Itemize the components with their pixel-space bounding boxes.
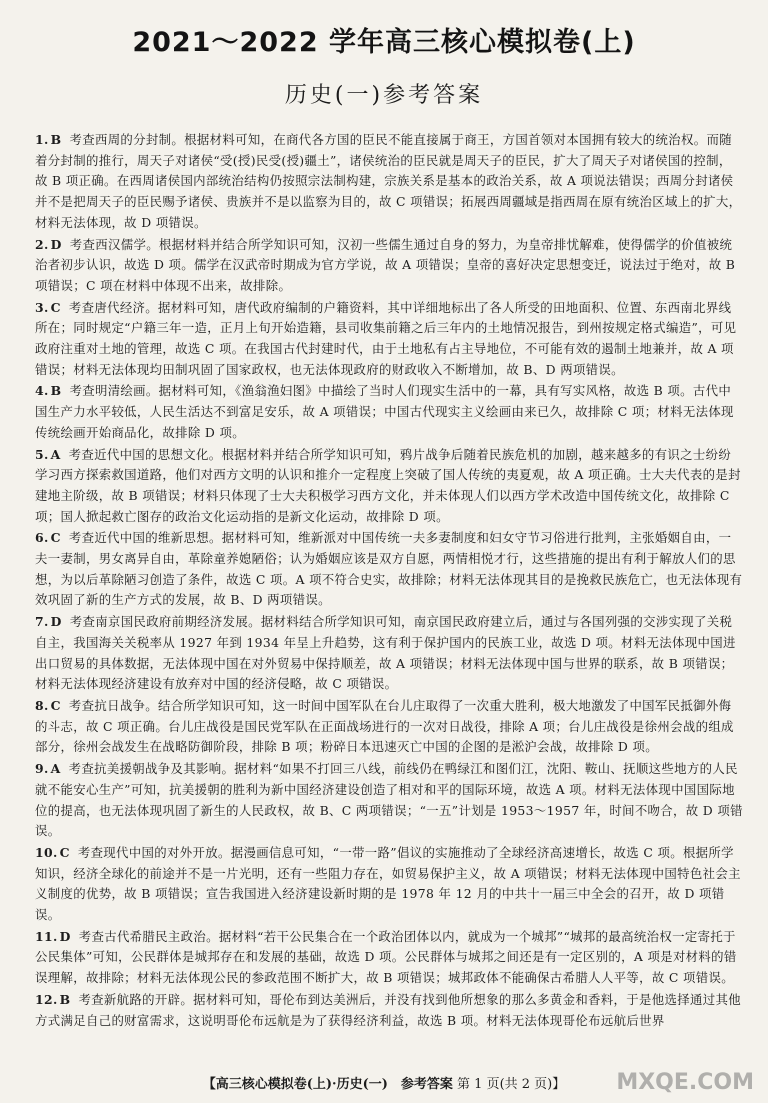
answer-key: C <box>59 844 70 860</box>
answer-number: 1. <box>35 132 49 147</box>
answer-explanation: 考查近代中国的维新思想。据材料可知，维新派对中国传统一夫多妻制度和妇女守节习俗进行批判，主张婚姻自由，一夫一妻制，男女离异自由，革除童养媳陋俗；认为婚姻应该是双方自愿，两情相悦才行，这些措施的提出有利于解放人们的思想，为以后革除陋习创造了条件，故选 C 项。A 项不符合史实，故排除；材料无法体现其目的是挽救民族危亡，也无法体现有效巩固了新的生产方式的发展，故 B、D 两项错误。 <box>35 530 743 608</box>
answer-key: D <box>59 928 71 944</box>
answer-key: A <box>50 761 61 777</box>
answer-explanation: 考查明清绘画。据材料可知，《渔翁渔妇图》中描绘了当时人们现实生活中的一幕，具有写实风格，故选 B 项。古代中国生产力水平较低，人民生活达不到富足安乐，故 A 项错误；中国古代现实主义绘画由来已久，故排除 C 项；材料无法体现传统绘画开始商品化，故排除 D 项。 <box>35 383 734 440</box>
answer-number: 3. <box>35 299 49 315</box>
answer-number: 7. <box>35 614 49 630</box>
answer-number: 9. <box>35 761 49 777</box>
answer-explanation: 考查南京国民政府前期经济发展。据材料结合所学知识可知，南京国民政府建立后，通过与各国列强的交涉实现了关税自主，我国海关关税率从 1927 年到 1934 年呈上升趋势，这有利于保护国内的民族工业，故选 D 项。材料无法体现中国进出口贸易的具体数据，无法体现中国在对外贸易中保持顺差，故 A 项错误；材料无法体现中国与世界的联系，故 B 项错误；材料无法体现经济建设有放弃对中国的经济侵略，故 C 项错误。 <box>35 614 736 692</box>
answer-explanation: 考查近代中国的思想文化。根据材料并结合所学知识可知，鸦片战争后随着民族危机的加剧，越来越多的有识之士纷纷学习西方探索救国道路，他们对西方文明的认识和推介一定程度上突破了国人传统的夷夏观，故 A 项正确。士大夫代表的是封建地主阶级，故 B 项错误；材料只体现了士大夫积极学习西方文化，并未体现人们以西方学术改造中国传统文化，故排除 C 项；国人掀起救亡图存的政治文化运动指的是新文化运动，故排除 D 项。 <box>35 446 741 524</box>
site-watermark-logo: MXQE.COM <box>616 1070 754 1095</box>
answer-key: D <box>50 236 62 252</box>
answer-item <box>35 696 743 758</box>
answer-explanation: 考查现代中国的对外开放。据漫画信息可知，“一带一路”倡议的实施推动了全球经济高速增长，故选 C 项。根据所学知识，经济全球化的前途并不是一片光明，还有一些阻力存在，如贸易保护主义，故 A 项错误；材料无法体现中国特色社会主义制度的优势，故 B 项错误；宣告我国进入经济建设新时期的是 1978 年 12 月的中共十一届三中全会的召开，故 D 项错误。 <box>35 844 741 923</box>
answer-key: C <box>50 530 61 546</box>
answer-explanation: 考查唐代经济。据材料可知，唐代政府编制的户籍资料，其中详细地标出了各人所受的田地面积、位置、东西南北界线所在；同时规定“户籍三年一造，正月上旬开始造籍，县司收集前籍之后三年内的土地情况报告，到州按规定格式编造”，可见政府注重对土地的管理，故选 C 项。在我国古代封建时代，由于土地私有占主导地位，不可能有效的遏制土地兼并，故 A 项错误；材料无法体现均田制巩固了国家政权，也无法体现政府的财政收入不断增加，故 B、D 两项错误。 <box>35 299 737 377</box>
answer-list <box>35 130 743 1032</box>
answer-key: B <box>50 383 62 399</box>
answer-item <box>35 381 743 443</box>
answer-item <box>35 445 743 528</box>
answer-explanation: 考查抗日战争。结合所学知识可知，这一时间中国军队在台儿庄取得了一次重大胜利，极大地激发了中国军民抵御外侮的斗志，故 C 项正确。台儿庄战役是国民党军队在正面战场进行的一次对日战役，排除 A 项；台儿庄战役是徐州会战的组成部分，徐州会战发生在战略防御阶段，排除 B 项；粉碎日本迅速灭亡中国的企图的是淞沪会战，故排除 D 项。 <box>35 697 734 755</box>
answer-key: A <box>50 446 61 462</box>
answer-explanation: 考查古代希腊民主政治。据材料“若干公民集合在一个政治团体以内，就成为一个城邦”“城邦的最高统治权一定寄托于公民集体”可知，公民群体是城邦存在和发展的基础，故选 D 项。公民群体与城邦之间还是有一定区别的，A 项是对材料的错误理解，故排除；材料无法体现公民的参政范围不断扩大，故 B 项错误；城邦政体不能确保古希腊人人平等，故 C 项错误。 <box>35 928 737 986</box>
answer-key: B <box>59 991 71 1007</box>
answer-number: 12. <box>35 991 58 1007</box>
answer-item <box>35 298 743 381</box>
answer-number: 10. <box>35 844 58 860</box>
answer-item <box>35 130 743 234</box>
page-subtitle: 历史(一)参考答案 <box>284 83 484 108</box>
answer-number: 2. <box>35 236 49 252</box>
footer-label: 【高三核心模拟卷(上)·历史(一) 参考答案 <box>202 1077 453 1092</box>
answer-item <box>35 990 743 1031</box>
answer-explanation: 考查西汉儒学。根据材料并结合所学知识可知，汉初一些儒生通过自身的努力，为皇帝排忧解难，使得儒学的价值被统治者初步认识，故选 D 项。儒学在汉武帝时期成为官方学说，故 A 项错误；皇帝的喜好决定思想变迁，说法过于绝对，故 B 项错误；C 项在材料中体现不出来，故排除。 <box>35 236 736 293</box>
answer-number: 4. <box>35 383 49 399</box>
answer-item <box>35 927 743 989</box>
answer-key: C <box>50 697 61 713</box>
answer-explanation: 考查抗美援朝战争及其影响。据材料“如果不打回三八线，前线仍在鸭绿江和图们江，沈阳、鞍山、抚顺这些地方的人民就不能安心生产”可知，抗美援朝的胜利为新中国经济建设创造了相对和平的国际环境，故选 A 项。材料无法体现中国国际地位的提高，也无法体现巩固了新生的人民政权，故 B、C 两项错误；“一五”计划是 1953～1957 年，时间不吻合，故 D 项错误。 <box>35 761 743 839</box>
answer-explanation: 考查西周的分封制。根据材料可知，在商代各方国的臣民不能直接属于商王，方国首领对本国拥有较大的统治权。而随着分封制的推行，周天子对诸侯“受(授)民受(授)疆土”，诸侯统治的臣民就是周天子的臣民，扩大了周天子对诸侯国的控制，故 B 项正确。在西周诸侯国内部统治结构仍按照宗法制构建，宗族关系是基本的政治关系，故 A 项说法错误；西周分封诸侯并不是把周天子的臣民赐予诸侯、贵族并不是以监察为目的，故 C 项错误；拓展西周疆域是指西周在原有统治区域上的扩大，材料无法体现，故 D 项错误。 <box>35 132 742 230</box>
answer-key: B <box>50 132 62 147</box>
answer-number: 8. <box>35 697 49 713</box>
answer-item <box>35 235 743 297</box>
answer-key: C <box>50 299 61 315</box>
answer-item <box>35 843 743 926</box>
answer-number: 11. <box>35 928 58 944</box>
answer-number: 6. <box>35 530 49 546</box>
answer-number: 5. <box>35 446 49 462</box>
answer-explanation: 考查新航路的开辟。据材料可知，哥伦布到达美洲后，并没有找到他所想象的那么多黄金和香料，于是他选择通过其他方式满足自己的财富需求，这说明哥伦布远航是为了获得经济利益，故选 B 项。材料无法体现哥伦布远航后世界 <box>35 991 741 1028</box>
page-title: 2021～2022 学年高三核心模拟卷(上) <box>132 27 636 58</box>
answer-key: D <box>50 614 62 630</box>
footer-page-number: 第 1 页(共 2 页)】 <box>457 1077 566 1092</box>
answer-item <box>35 759 743 842</box>
answer-item <box>35 612 743 695</box>
answer-item <box>35 528 743 611</box>
